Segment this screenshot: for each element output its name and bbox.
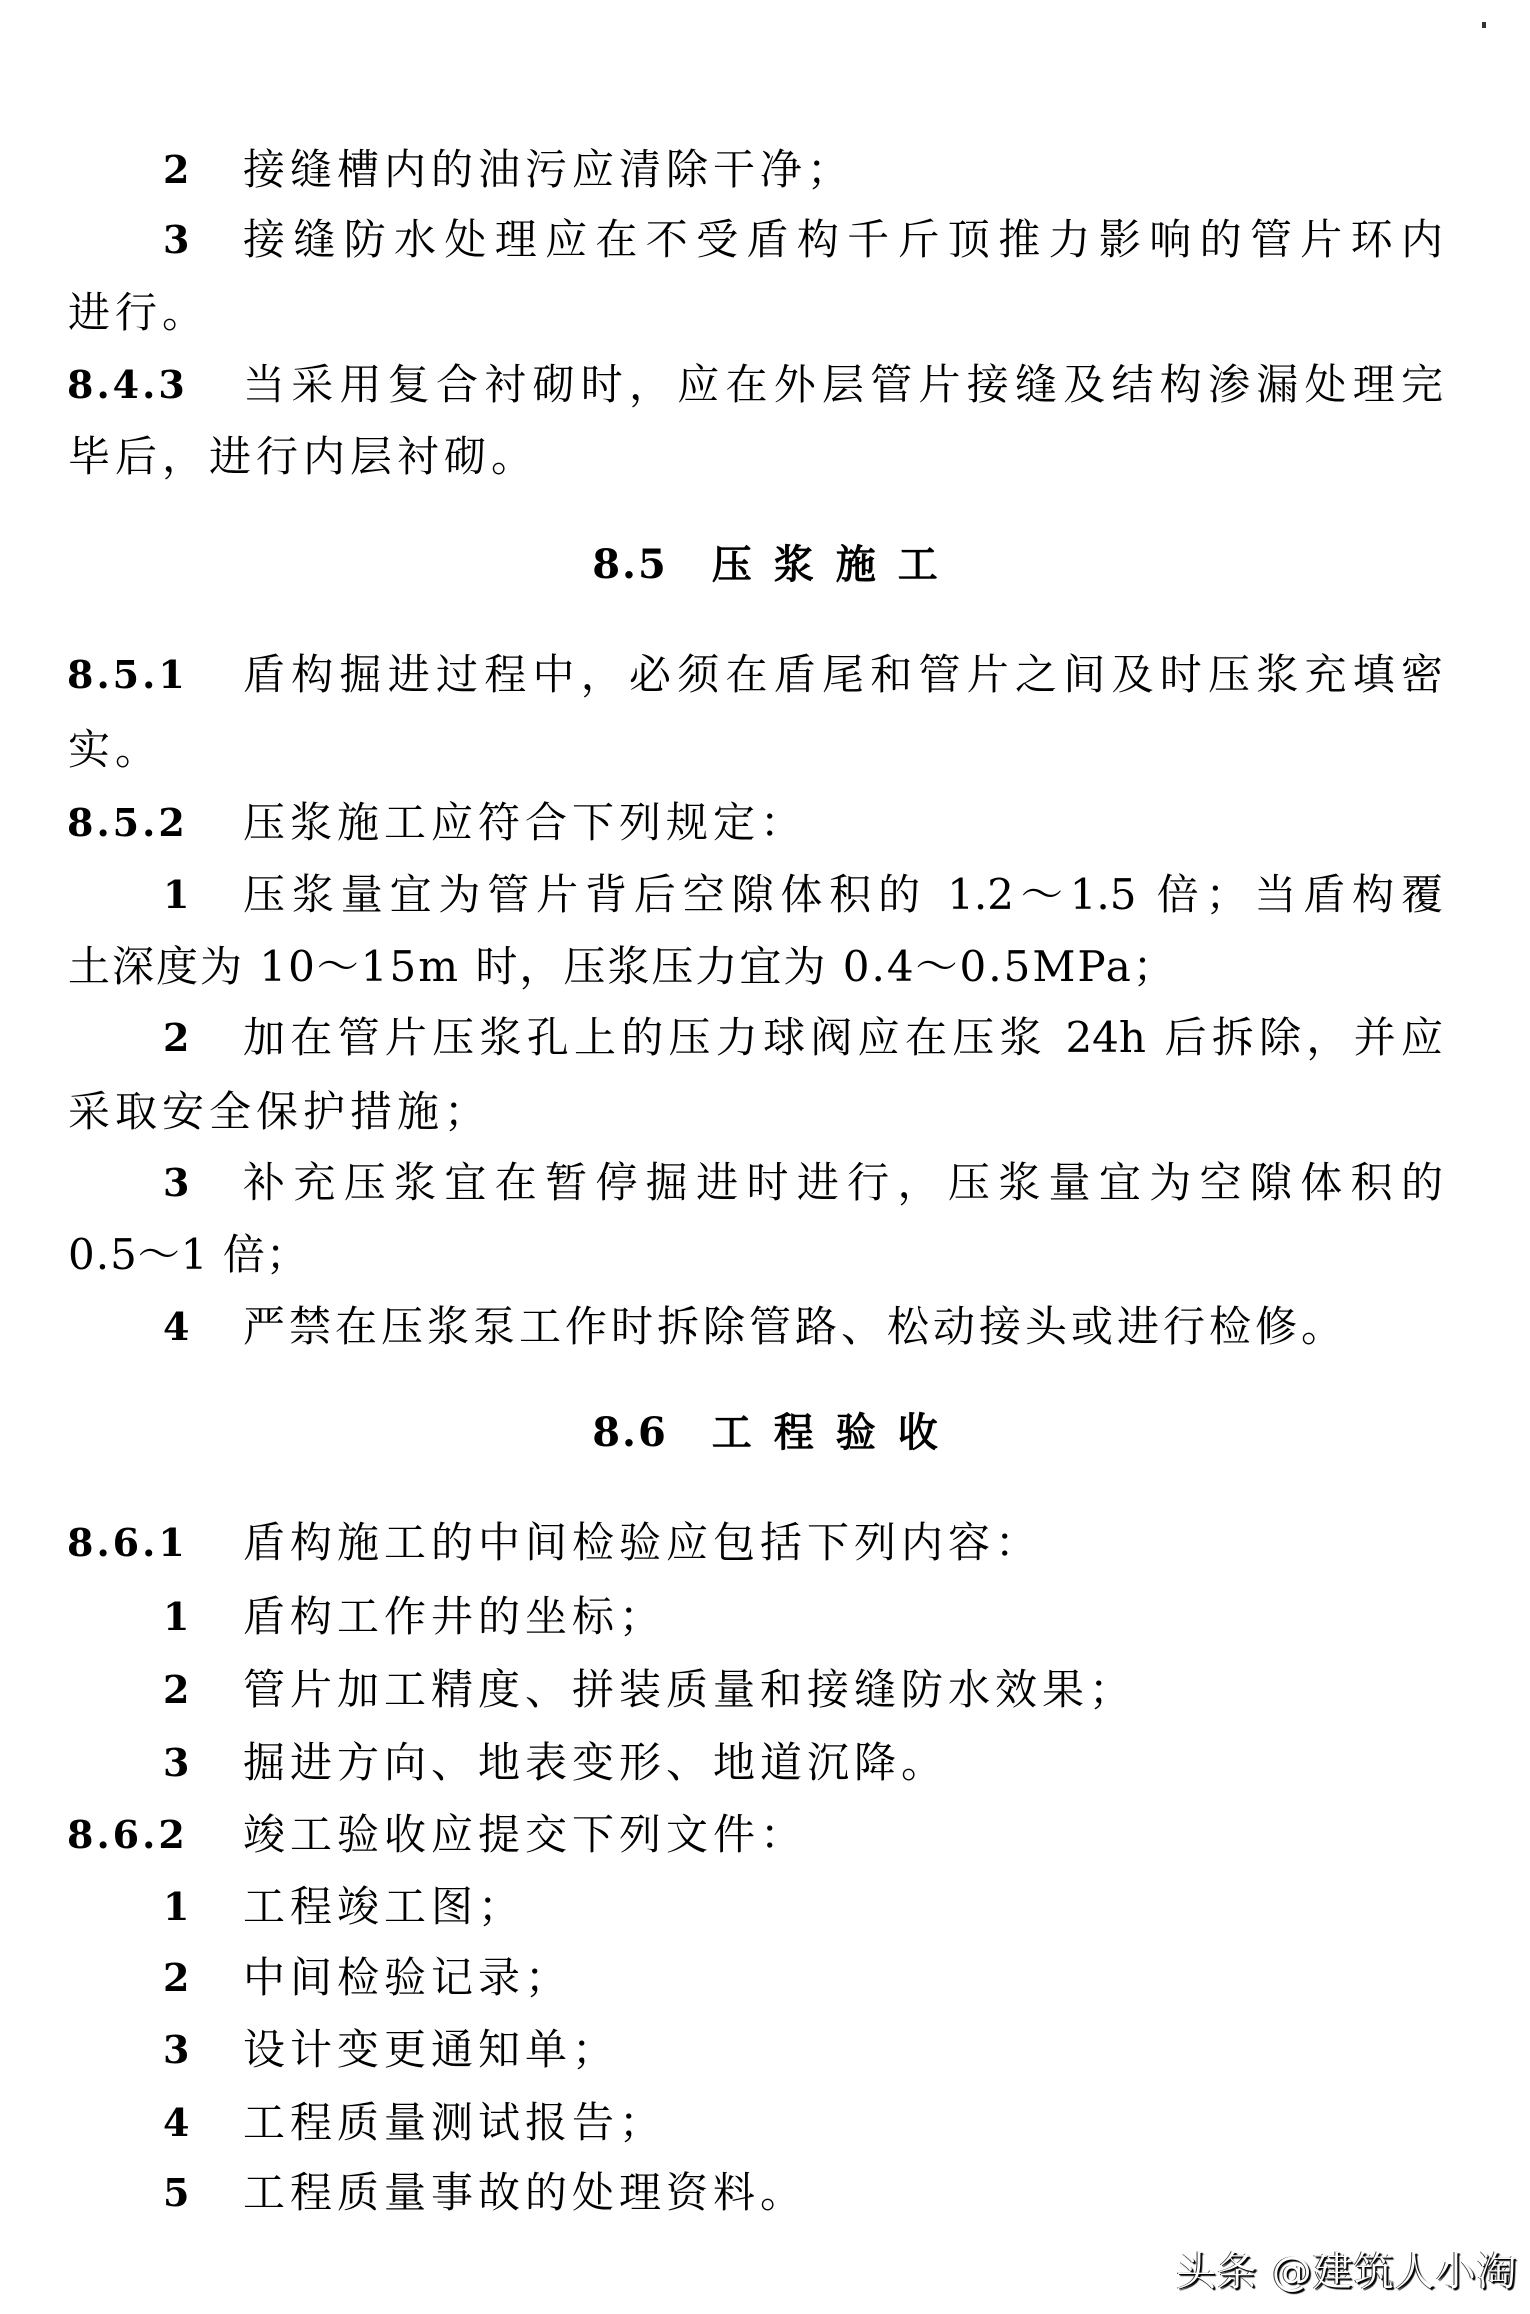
- item-number: 1: [163, 1884, 190, 1929]
- item-text: 接缝槽内的油污应清除干净；: [243, 145, 855, 194]
- clause-number: 8.6.1: [67, 1520, 188, 1565]
- continuation-text: 采取安全保护措施；: [68, 1087, 492, 1136]
- clause-8-4-3: [0, 359, 1530, 411]
- item-number: 3: [163, 1740, 190, 1785]
- item-8-5-2-3: [0, 1157, 1530, 1209]
- item-8-6-1-3: [0, 1737, 1530, 1789]
- item-number: 2: [163, 147, 190, 192]
- item-text: 加在管片压浆孔上的压力球阀应在压浆 24h 后拆除，并应: [243, 1013, 1443, 1062]
- item-8-6-2-2: [0, 1952, 1530, 2004]
- scan-speck: [1482, 22, 1486, 28]
- clause-number: 8.6.2: [67, 1812, 188, 1857]
- item-8-6-1-1: [0, 1591, 1530, 1643]
- item-number: 3: [163, 1160, 190, 1205]
- clause-number: 8.4.3: [67, 362, 188, 407]
- item-text: 中间检验记录；: [243, 1953, 573, 2002]
- clause-8-6-1: [0, 1517, 1530, 1569]
- item-8-5-2-2: [0, 1012, 1530, 1064]
- item-text: 压浆量宜为管片背后空隙体积的 1.2～1.5 倍；当盾构覆: [243, 870, 1443, 919]
- clause-8-5-1: [0, 649, 1530, 701]
- item-number: 2: [163, 1955, 190, 2000]
- continuation-text: 0.5～1 倍；: [68, 1230, 309, 1279]
- item-number: 1: [163, 1594, 190, 1639]
- item-text: 盾构工作井的坐标；: [243, 1592, 667, 1641]
- clause-8-5-1-continuation: [0, 724, 1530, 776]
- item-8-6-2-1: [0, 1881, 1530, 1933]
- item-text: 工程质量测试报告；: [243, 2098, 667, 2147]
- source-watermark: 头条 @建筑人小淘: [1176, 2249, 1518, 2295]
- item-8-5-2-1-continuation: [0, 941, 1530, 993]
- item-number: 2: [163, 1015, 190, 1060]
- item-text: 工程竣工图；: [243, 1882, 526, 1931]
- section-number: 8.5: [592, 541, 668, 588]
- continuation-text: 土深度为 10～15m 时，压浆压力宜为 0.4～0.5MPa；: [68, 942, 1177, 991]
- item-number: 2: [163, 1667, 190, 1712]
- item-8-4-2-3: [0, 214, 1530, 266]
- item-text: 工程质量事故的处理资料。: [243, 2168, 808, 2217]
- item-8-6-2-3: [0, 2024, 1530, 2076]
- item-8-5-2-2-continuation: [0, 1086, 1530, 1138]
- clause-text: 压浆施工应符合下列规定：: [243, 798, 808, 847]
- item-number: 4: [163, 2100, 190, 2145]
- item-8-5-2-4: [0, 1301, 1530, 1353]
- clause-text: 盾构施工的中间检验应包括下列内容：: [243, 1518, 1043, 1567]
- item-number: 3: [163, 217, 190, 262]
- item-number: 4: [163, 1304, 190, 1349]
- item-8-4-2-2: [0, 144, 1530, 196]
- clause-text: 竣工验收应提交下列文件：: [243, 1810, 808, 1859]
- item-text: 管片加工精度、拼装质量和接缝防水效果；: [243, 1665, 1137, 1714]
- section-title: 压浆施工: [711, 541, 960, 588]
- item-text: 接缝防水处理应在不受盾构千斤顶推力影响的管片环内: [243, 215, 1443, 264]
- section-heading-8-5: [0, 539, 1530, 591]
- continuation-text: 进行。: [68, 288, 210, 337]
- item-text: 严禁在压浆泵工作时拆除管路、松动接头或进行检修。: [243, 1302, 1348, 1351]
- clause-text: 当采用复合衬砌时，应在外层管片接缝及结构渗漏处理完: [243, 360, 1443, 409]
- section-heading-8-6: [0, 1407, 1530, 1459]
- item-number: 5: [163, 2170, 190, 2215]
- clause-8-6-2: [0, 1809, 1530, 1861]
- item-text: 补充压浆宜在暂停掘进时进行，压浆量宜为空隙体积的: [243, 1158, 1443, 1207]
- section-number: 8.6: [592, 1409, 668, 1456]
- item-number: 3: [163, 2027, 190, 2072]
- item-8-4-2-3-continuation: [0, 287, 1530, 339]
- clause-text: 盾构掘进过程中，必须在盾尾和管片之间及时压浆充填密: [243, 650, 1443, 699]
- clause-number: 8.5.1: [67, 652, 188, 697]
- item-number: 1: [163, 872, 190, 917]
- item-8-6-2-5: [0, 2167, 1530, 2219]
- section-title: 工程验收: [711, 1409, 960, 1456]
- clause-number: 8.5.2: [67, 800, 188, 845]
- item-text: 设计变更通知单；: [243, 2025, 620, 2074]
- item-text: 掘进方向、地表变形、地道沉降。: [243, 1738, 949, 1787]
- continuation-text: 实。: [68, 725, 163, 774]
- item-8-5-2-1: [0, 869, 1530, 921]
- item-8-5-2-3-continuation: [0, 1229, 1530, 1281]
- clause-8-5-2: [0, 797, 1530, 849]
- item-8-6-2-4: [0, 2097, 1530, 2149]
- clause-8-4-3-continuation: [0, 431, 1530, 483]
- continuation-text: 毕后，进行内层衬砌。: [68, 432, 539, 481]
- item-8-6-1-2: [0, 1664, 1530, 1716]
